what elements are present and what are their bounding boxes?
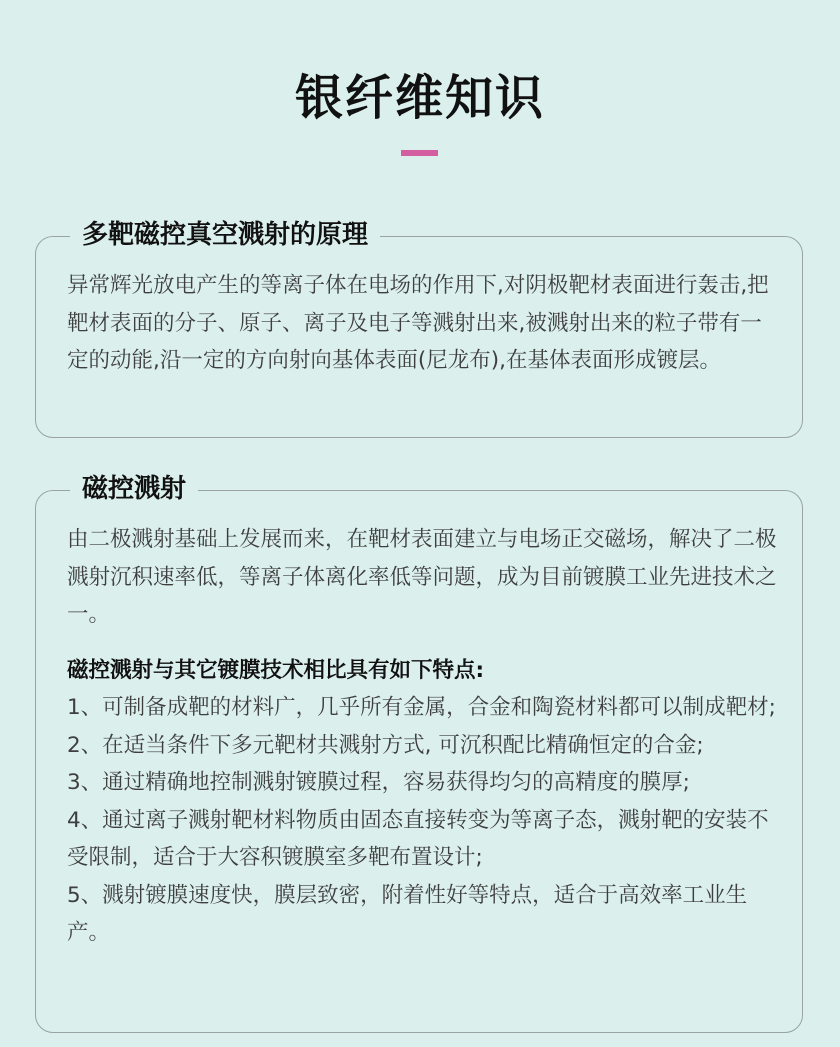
title-underline-bar [401, 150, 438, 156]
principle-paragraph: 异常辉光放电产生的等离子体在电场的作用下,对阴极靶材表面进行轰击,把靶材表面的分子、原子、离子及电子等溅射出来,被溅射出来的粒子带有一定的动能,沿一定的方向射向基体表面(尼龙布),在基体表面形成镀层。 [67, 273, 769, 373]
feature-item: 3、通过精确地控制溅射镀膜过程，容易获得均匀的高精度的膜厚; [67, 770, 690, 795]
section-heading: 多靶磁控真空溅射的原理 [70, 215, 380, 255]
feature-item: 4、通过离子溅射靶材料物质由固态直接转变为等离子态，溅射靶的安装不受限制，适合于大容积镀膜室多靶布置设计; [67, 807, 769, 870]
section-magnetron-sputtering [35, 474, 803, 1033]
section-body [67, 267, 783, 380]
features-title: 磁控溅射与其它镀膜技术相比具有如下特点: [67, 657, 485, 683]
feature-item: 5、溅射镀膜速度快，膜层致密，附着性好等特点，适合于高效率工业生产。 [67, 882, 748, 945]
feature-item: 1、可制备成靶的材料广，几乎所有金属，合金和陶瓷材料都可以制成靶材; [67, 695, 776, 720]
page-title: 银纤维知识 [294, 70, 545, 126]
section-heading: 磁控溅射 [70, 469, 198, 509]
section-sputtering-principle [35, 220, 803, 438]
intro-paragraph: 由二极溅射基础上发展而来，在靶材表面建立与电场正交磁场，解决了二极溅射沉积速率低，等离子体离化率低等问题，成为目前镀膜工业先进技术之一。 [67, 527, 777, 627]
features-list [67, 689, 783, 952]
section-body [67, 521, 783, 952]
feature-item: 2、在适当条件下多元靶材共溅射方式, 可沉积配比精确恒定的合金; [67, 732, 704, 758]
